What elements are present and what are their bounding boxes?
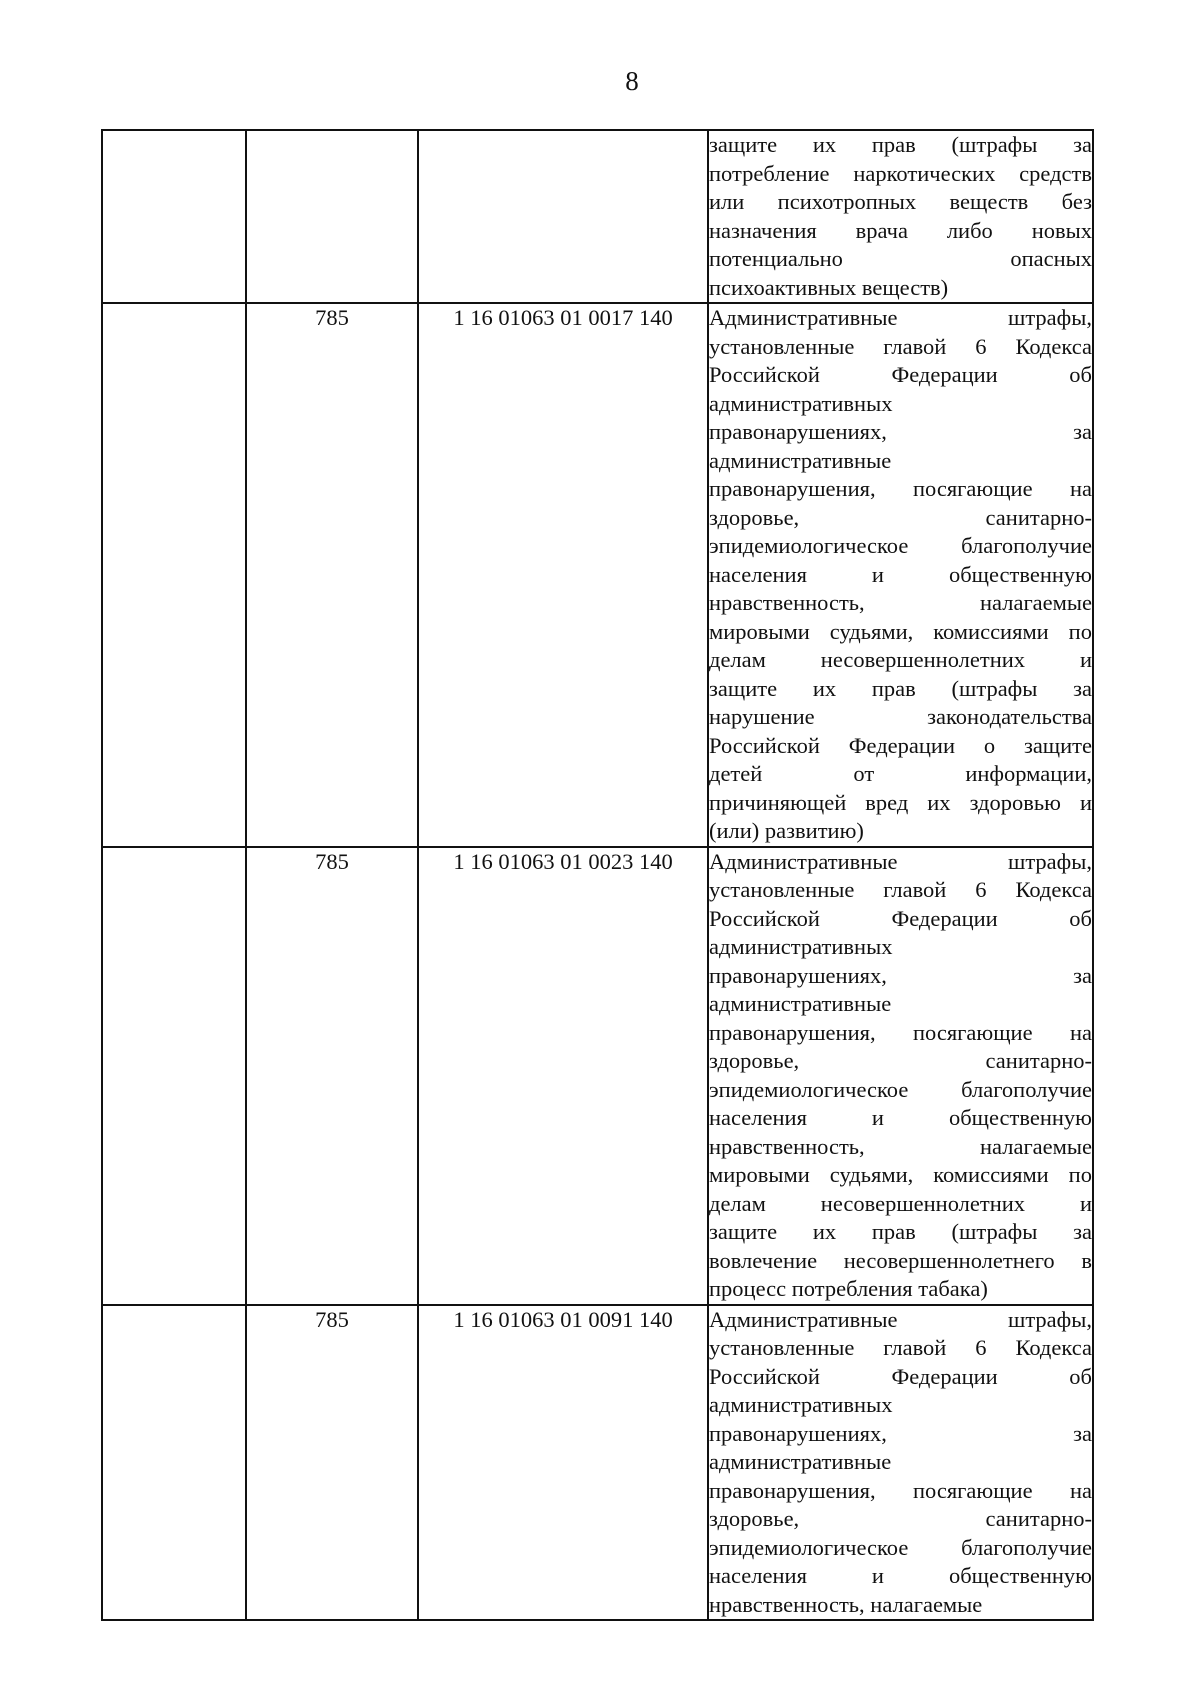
- row-col1-cell: [102, 847, 246, 1305]
- description-word: здоровье,: [709, 1506, 800, 1531]
- description-word: их: [812, 132, 837, 157]
- description-word: вред: [865, 789, 909, 815]
- description-word: врача: [855, 217, 908, 243]
- description-word: Кодекса: [1015, 333, 1092, 359]
- description-word: наркотических: [853, 160, 996, 186]
- description-word: нравственность,: [709, 590, 865, 615]
- description-word: средств: [1019, 160, 1092, 186]
- description-line: [709, 876, 1092, 905]
- administrator-code-cell: 785: [246, 303, 418, 847]
- description-word: несовершеннолетних: [820, 647, 1026, 672]
- description-word: защите: [709, 675, 778, 701]
- description-line: [709, 418, 1092, 447]
- description-word: в: [1081, 1247, 1092, 1273]
- description-word: веществ: [949, 189, 1029, 214]
- description-line: психоактивных веществ): [709, 274, 949, 300]
- description-line: [709, 131, 1092, 160]
- description-word: 6: [975, 1335, 987, 1360]
- description-word: посягающие: [913, 476, 1033, 501]
- description-word: (штрафы: [951, 132, 1038, 157]
- description-word: назначения: [709, 217, 817, 243]
- description-word: либо: [946, 217, 993, 243]
- description-word: комиссиями: [933, 618, 1049, 644]
- description-line: процесс потребления табака): [709, 1276, 988, 1301]
- description-word: правонарушения,: [709, 1477, 876, 1503]
- description-line: [709, 188, 1092, 217]
- description-word: штрафы,: [1008, 848, 1092, 874]
- description-word: и: [1079, 1190, 1092, 1216]
- description-word: санитарно-: [985, 504, 1092, 530]
- description-word: посягающие: [913, 1477, 1033, 1503]
- description-word: за: [1073, 675, 1092, 701]
- description-line: [709, 646, 1092, 675]
- description-word: общественную: [948, 1563, 1092, 1588]
- description-word: посягающие: [913, 1019, 1033, 1045]
- description-word: новых: [1031, 217, 1092, 243]
- description-line: нравственность, налагаемые: [709, 1591, 983, 1617]
- description-word: и: [871, 1105, 884, 1130]
- description-word: Административные: [709, 305, 898, 330]
- description-line: [709, 675, 1092, 704]
- description-word: или: [709, 189, 745, 214]
- description-word: делам: [709, 1190, 766, 1216]
- row-col1-cell: [102, 130, 246, 303]
- description-word: главой: [883, 877, 947, 902]
- description-word: Федерации: [891, 362, 998, 387]
- description-word: правонарушениях,: [709, 962, 887, 988]
- description-line: [709, 1534, 1092, 1563]
- description-word: (штрафы: [951, 1219, 1038, 1244]
- description-word: несовершеннолетних: [820, 1190, 1026, 1216]
- description-word: эпидемиологическое: [709, 1534, 909, 1560]
- description-word: по: [1068, 1162, 1092, 1187]
- description-line: [709, 1104, 1092, 1133]
- administrator-code-cell: 785: [246, 1305, 418, 1621]
- page-number: 8: [625, 66, 639, 96]
- description-line: [709, 1019, 1092, 1048]
- description-word: Российской: [709, 732, 820, 758]
- description-line: [709, 1247, 1092, 1276]
- description-word: штрафы,: [1008, 1306, 1092, 1332]
- description-line: административных: [709, 1392, 893, 1417]
- description-word: на: [1069, 1477, 1092, 1503]
- description-cell: [708, 303, 1093, 847]
- description-line: [709, 561, 1092, 590]
- description-line: [709, 1334, 1092, 1363]
- description-line: [709, 1306, 1092, 1335]
- description-word: мировыми: [709, 1162, 810, 1187]
- budget-codes-table: [101, 129, 1094, 1621]
- description-word: защите: [709, 132, 778, 157]
- description-word: потенциально: [709, 246, 843, 271]
- description-word: на: [1069, 476, 1092, 501]
- description-word: здоровью: [969, 789, 1061, 815]
- description-word: на: [1069, 1019, 1092, 1045]
- description-word: Административные: [709, 848, 898, 874]
- description-line: [709, 333, 1092, 362]
- administrator-code-cell: 785: [246, 847, 418, 1305]
- description-line: [709, 789, 1092, 818]
- description-word: правонарушениях,: [709, 419, 887, 444]
- description-word: (штрафы: [951, 675, 1038, 701]
- description-word: и: [871, 561, 884, 587]
- description-line: [709, 304, 1092, 333]
- description-word: психотропных: [777, 189, 917, 214]
- description-word: 6: [975, 333, 987, 359]
- description-word: здоровье,: [709, 504, 800, 530]
- description-word: санитарно-: [985, 1506, 1092, 1531]
- description-word: налагаемые: [980, 590, 1092, 615]
- description-word: главой: [883, 333, 947, 359]
- description-word: Кодекса: [1015, 1335, 1092, 1360]
- description-word: их: [812, 1219, 837, 1244]
- description-word: главой: [883, 1335, 947, 1360]
- description-word: Кодекса: [1015, 877, 1092, 902]
- description-word: правонарушения,: [709, 476, 876, 501]
- description-line: [709, 589, 1092, 618]
- description-word: за: [1073, 419, 1092, 444]
- administrator-code-cell: [246, 130, 418, 303]
- description-word: и: [1079, 647, 1092, 672]
- description-word: за: [1073, 1219, 1092, 1244]
- description-word: правонарушениях,: [709, 1420, 887, 1446]
- description-line: [709, 361, 1092, 390]
- description-line: [709, 1161, 1092, 1190]
- description-line: [709, 475, 1092, 504]
- description-line: [709, 1047, 1092, 1076]
- description-word: и: [871, 1563, 884, 1588]
- description-word: об: [1069, 362, 1092, 387]
- description-word: их: [927, 789, 951, 815]
- description-line: [709, 160, 1092, 189]
- row-col1-cell: [102, 1305, 246, 1621]
- description-line: административных: [709, 390, 893, 416]
- description-word: по: [1068, 618, 1092, 644]
- description-word: об: [1069, 1363, 1092, 1389]
- description-line: [709, 1505, 1092, 1534]
- description-word: законодательства: [927, 704, 1092, 729]
- description-word: благополучие: [961, 1534, 1092, 1560]
- description-word: об: [1069, 905, 1092, 931]
- description-word: защите: [709, 1219, 778, 1244]
- description-word: благополучие: [961, 1076, 1092, 1102]
- description-word: установленные: [709, 877, 855, 902]
- budget-classification-code-cell: 1 16 01063 01 0091 140: [418, 1305, 708, 1621]
- description-word: прав: [871, 132, 916, 157]
- description-cell: [708, 130, 1093, 303]
- description-line: [709, 504, 1092, 533]
- description-line: [709, 217, 1092, 246]
- description-word: населения: [709, 561, 807, 587]
- description-word: Федерации: [891, 905, 998, 931]
- description-line: [709, 1477, 1092, 1506]
- description-word: потребление: [709, 160, 830, 186]
- description-word: Административные: [709, 1306, 898, 1332]
- description-word: общественную: [948, 561, 1092, 587]
- row-col1-cell: [102, 303, 246, 847]
- description-word: за: [1073, 132, 1092, 157]
- description-word: судьями,: [829, 618, 914, 644]
- description-word: делам: [709, 647, 766, 672]
- description-line: административных: [709, 934, 893, 959]
- description-word: населения: [709, 1563, 807, 1588]
- description-line: [709, 618, 1092, 647]
- description-word: комиссиями: [933, 1162, 1049, 1187]
- description-line: [709, 1363, 1092, 1392]
- description-word: санитарно-: [985, 1048, 1092, 1073]
- description-word: нравственность,: [709, 1133, 865, 1159]
- table-row: [102, 847, 1093, 1305]
- table-row: [102, 1305, 1093, 1621]
- description-line: [709, 732, 1092, 761]
- description-word: от: [853, 761, 875, 786]
- description-word: общественную: [948, 1105, 1092, 1130]
- description-word: их: [812, 675, 837, 701]
- description-word: прав: [871, 675, 916, 701]
- description-word: мировыми: [709, 618, 810, 644]
- description-word: детей: [709, 761, 763, 786]
- description-cell: [708, 1305, 1093, 1621]
- description-word: судьями,: [829, 1162, 914, 1187]
- description-word: налагаемые: [980, 1133, 1092, 1159]
- description-word: о: [983, 732, 996, 758]
- description-word: несовершеннолетнего: [843, 1247, 1055, 1273]
- description-word: Российской: [709, 1363, 820, 1389]
- description-word: прав: [871, 1219, 916, 1244]
- description-word: правонарушения,: [709, 1019, 876, 1045]
- description-line: [709, 1076, 1092, 1105]
- description-word: нарушение: [709, 704, 815, 729]
- description-word: благополучие: [961, 533, 1092, 558]
- description-word: и: [1079, 789, 1092, 815]
- description-word: эпидемиологическое: [709, 533, 909, 558]
- budget-classification-code-cell: [418, 130, 708, 303]
- description-word: информации,: [965, 761, 1092, 786]
- description-line: [709, 532, 1092, 561]
- description-line: [709, 962, 1092, 991]
- description-line: административные: [709, 447, 892, 473]
- description-word: опасных: [1010, 246, 1092, 271]
- description-word: Российской: [709, 362, 820, 387]
- description-word: Федерации: [848, 732, 955, 758]
- description-line: [709, 245, 1092, 274]
- description-word: населения: [709, 1105, 807, 1130]
- description-line: административные: [709, 1449, 892, 1474]
- description-line: [709, 760, 1092, 789]
- description-word: причиняющей: [709, 789, 847, 815]
- table-body: [102, 130, 1093, 1620]
- description-line: [709, 1190, 1092, 1219]
- description-line: [709, 703, 1092, 732]
- description-word: Российской: [709, 905, 820, 931]
- description-word: за: [1073, 962, 1092, 988]
- description-line: (или) развитию): [709, 818, 864, 843]
- description-word: Федерации: [891, 1363, 998, 1389]
- budget-classification-code-cell: 1 16 01063 01 0023 140: [418, 847, 708, 1305]
- description-line: административные: [709, 991, 892, 1016]
- description-word: вовлечение: [709, 1247, 818, 1273]
- description-word: без: [1061, 189, 1092, 214]
- budget-classification-code-cell: 1 16 01063 01 0017 140: [418, 303, 708, 847]
- description-line: [709, 1133, 1092, 1162]
- description-word: защите: [1023, 732, 1092, 758]
- description-line: [709, 1562, 1092, 1591]
- table-row: [102, 303, 1093, 847]
- description-word: штрафы,: [1008, 305, 1092, 330]
- description-word: здоровье,: [709, 1048, 800, 1073]
- description-line: [709, 1218, 1092, 1247]
- description-word: установленные: [709, 333, 855, 359]
- description-line: [709, 905, 1092, 934]
- description-line: [709, 1420, 1092, 1449]
- description-word: эпидемиологическое: [709, 1076, 909, 1102]
- description-word: 6: [975, 877, 987, 902]
- table-row: [102, 130, 1093, 303]
- description-cell: [708, 847, 1093, 1305]
- description-word: установленные: [709, 1335, 855, 1360]
- description-line: [709, 848, 1092, 877]
- description-word: за: [1073, 1420, 1092, 1446]
